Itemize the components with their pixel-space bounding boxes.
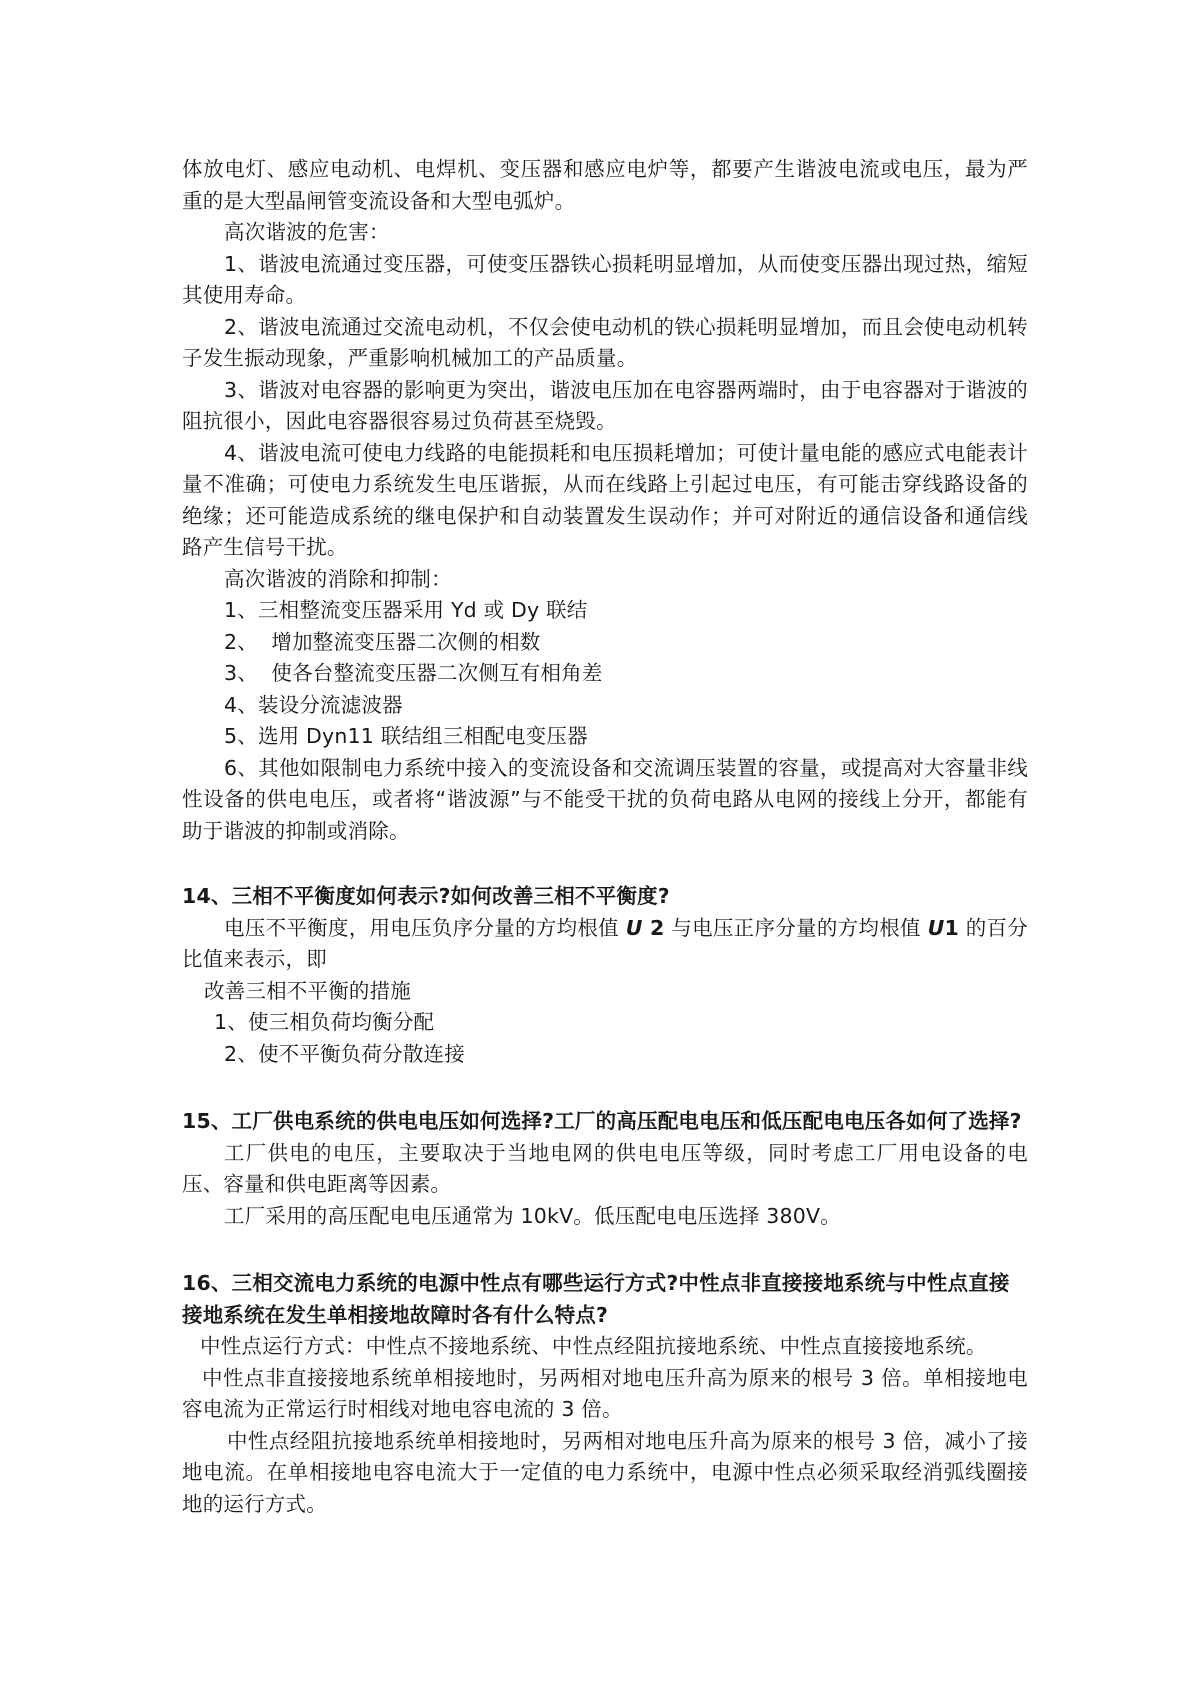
measure-item-6: 6、其他如限制电力系统中接入的变流设备和交流调压装置的容量，或提高对大容量非线性设备的供电电压，或者将“谐波源”与不能受干扰的负荷电路从电网的接线上分开，都能有助于谐波的抑制或消除。 <box>182 755 1028 843</box>
q14-definition-part3: 的百分比值来表示，即 <box>182 915 1028 971</box>
u1-symbol: U <box>927 915 945 940</box>
q14-definition-part1: 电压不平衡度，用电压负序分量的方均根值 <box>224 915 626 940</box>
section-spacer <box>182 1070 1028 1106</box>
u1-subscript: 1 <box>944 915 959 940</box>
hazard-item-4: 4、谐波电流可使电力线路的电能损耗和电压损耗增加；可使计量电能的感应式电能表计量不准确；可使电力系统发生电压谐振，从而在线路上引起过电压，有可能击穿线路设备的绝缘；还可能造成系统的继电保护和自动装置发生误动作；并可对附近的通信设备和通信线路产生信号干扰。 <box>182 440 1028 559</box>
q14-improve-title: 改善三相不平衡的措施 <box>204 978 411 1003</box>
measure-item-2: 2、 增加整流变压器二次侧的相数 <box>224 629 541 654</box>
measure-item-3: 3、 使各台整流变压器二次侧互有相角差 <box>224 661 603 685</box>
q14-improve-item-1: 1、使三相负荷均衡分配 <box>214 1010 435 1034</box>
q15-paragraph-1: 工厂供电的电压，主要取决于当地电网的供电电压等级，同时考虑工厂用电设备的电压、容量和供电距离等因素。 <box>182 1140 1028 1196</box>
section-spacer <box>182 847 1028 881</box>
hazard-item-1: 1、谐波电流通过变压器，可使变压器铁心损耗明显增加，从而使变压器出现过热，缩短其使用寿命。 <box>182 251 1028 307</box>
intro-continuation-paragraph: 体放电灯、感应电动机、电焊机、变压器和感应电炉等，都要产生谐波电流或电压，最为严重的是大型晶闸管变流设备和大型电弧炉。 <box>182 157 1028 213</box>
q16-paragraph-1: 中性点运行方式：中性点不接地系统、中性点经阻抗接地系统、中性点直接接地系统。 <box>200 1334 987 1358</box>
u2-symbol: U <box>625 915 643 940</box>
hazard-item-3: 3、谐波对电容器的影响更为突出，谐波电压加在电容器两端时，由于电容器对于谐波的阻抗很小，因此电容器很容易过负荷甚至烧毁。 <box>182 377 1028 433</box>
q16-paragraph-3: 中性点经阻抗接地系统单相接地时，另两相对地电压升高为原来的根号 3 倍，减小了接地电流。在单相接地电容电流大于一定值的电力系统中，电源中性点必须采取经消弧线圈接地的运行方式。 <box>182 1428 1028 1516</box>
measure-item-5: 5、选用 Dyn11 联结组三相配电变压器 <box>224 724 588 748</box>
q14-definition-paragraph <box>182 913 1028 976</box>
section-spacer <box>182 1232 1028 1268</box>
q15-paragraph-2: 工厂采用的高压配电电压通常为 10kV。低压配电电压选择 380V。 <box>224 1203 841 1228</box>
measures-title: 高次谐波的消除和抑制： <box>224 566 452 591</box>
measure-item-1: 1、三相整流变压器采用 Yd 或 Dy 联结 <box>224 598 588 622</box>
q14-heading: 14、三相不平衡度如何表示?如何改善三相不平衡度? <box>182 884 670 908</box>
q15-heading: 15、工厂供电系统的供电电压如何选择?工厂的高压配电电压和低压配电电压各如何了选择? <box>182 1109 1022 1133</box>
u2-subscript: 2 <box>642 915 665 940</box>
hazard-item-2: 2、谐波电流通过交流电动机，不仅会使电动机的铁心损耗明显增加，而且会使电动机转子发生振动现象，严重影响机械加工的产品质量。 <box>182 314 1028 370</box>
document-body <box>182 154 1028 1520</box>
measure-item-4: 4、装设分流滤波器 <box>224 692 403 717</box>
hazards-title: 高次谐波的危害： <box>224 220 390 244</box>
q14-improve-item-2: 2、使不平衡负荷分散连接 <box>224 1041 465 1066</box>
q16-heading: 16、三相交流电力系统的电源中性点有哪些运行方式?中性点非直接接地系统与中性点直接接地系统在发生单相接地故障时各有什么特点? <box>182 1271 1010 1327</box>
q16-paragraph-2: 中性点非直接接地系统单相接地时，另两相对地电压升高为原来的根号 3 倍。单相接地电容电流为正常运行时相线对地电容电流的 3 倍。 <box>182 1365 1028 1421</box>
q14-definition-part2: 与电压正序分量的方均根值 <box>664 915 928 940</box>
